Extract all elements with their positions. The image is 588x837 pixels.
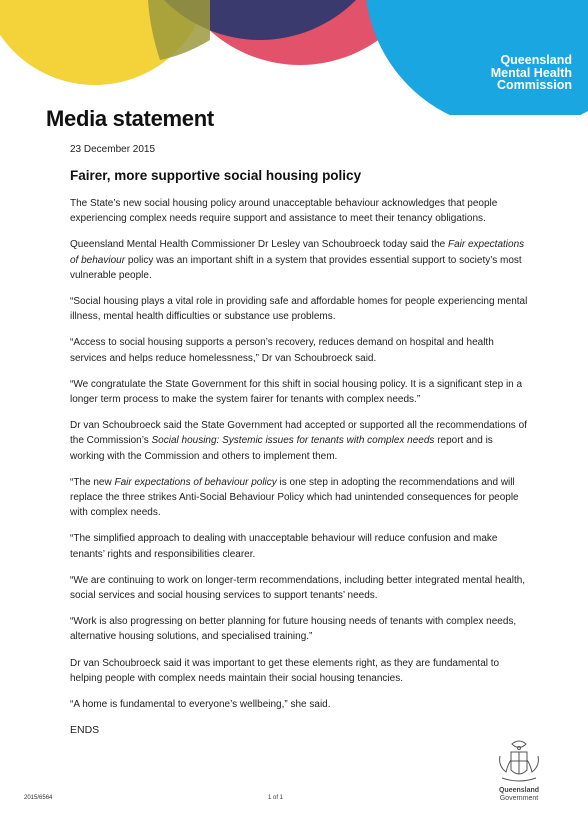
ends-marker: ENDS (70, 724, 100, 737)
logo-line-3: Commission (496, 78, 572, 92)
paragraph-8: “The simplified approach to dealing with unacceptable behaviour will reduce confusion and make tenants’ rights and responsibilities clearer. (70, 533, 498, 560)
logo-line-2: Mental Health (490, 65, 572, 80)
paragraph-2 (70, 237, 530, 283)
document-number: 2015/6564 (24, 795, 53, 801)
logo-line-1: Queensland (500, 53, 572, 67)
qmhc-logo (452, 54, 572, 92)
paragraph-6 (70, 418, 530, 464)
statement-date: 23 December 2015 (70, 144, 156, 155)
paragraph-2-text-b: policy was an important shift in a system that provides essential support to society’s most vulnerable people. (70, 254, 522, 281)
page-heading: Media statement (46, 106, 214, 131)
paragraph-1: The State’s new social housing policy around unacceptable behaviour acknowledges that people experiencing complex needs require support and assistance to meet their tenancy obligations. (70, 198, 498, 225)
paragraph-6-text-b: report and is working with the Commission and others to implement them. (70, 435, 493, 462)
paragraph-7 (70, 475, 530, 521)
paragraph-6-emphasis: Social housing: Systemic issues for tenants with complex needs (151, 435, 435, 447)
paragraph-11: Dr van Schoubroeck said it was important to get these elements right, as they are fundamental to helping people with complex needs maintain their social housing tenancies. (70, 657, 500, 684)
statement-body (70, 196, 530, 749)
paragraph-10: “Work is also progressing on better planning for future housing needs of tenants with complex needs, alternative housing solutions, and specialised training.” (70, 616, 517, 643)
paragraph-6-text-a: Dr van Schoubroeck said the State Government had accepted or supported all the recommendations of the Commission’s (70, 420, 527, 447)
paragraph-5: “We congratulate the State Government for this shift in social housing policy. It is a significant step in a longer term process to make the system fairer for tenants with complex needs.” (70, 378, 523, 406)
paragraph-7-text-b: is one step in adopting the recommendations and will replace the three strikes Anti-Social Behaviour Policy which had unintended consequences for people with complex needs. (70, 476, 519, 519)
olive-overlap (148, 0, 210, 60)
paragraph-9: “We are continuing to work on longer-term recommendations, including better integrated mental health, social services and social housing services to support tenants’ needs. (70, 574, 526, 602)
paragraph-4: “Access to social housing supports a person’s recovery, reduces demand on hospital and health services and helps reduce homelessness,” Dr van Schoubroeck said. (70, 337, 494, 364)
page-number: 1 of 1 (268, 795, 284, 801)
paragraph-12: “A home is fundamental to everyone’s wellbeing,” she said. (70, 699, 331, 711)
paragraph-2-text-a: Queensland Mental Health Commissioner Dr Lesley van Schoubroeck today said the (70, 239, 448, 251)
paragraph-3: “Social housing plays a vital role in providing safe and affordable homes for people experiencing mental illness, mental health difficulties or substance use problems. (70, 296, 528, 323)
paragraph-7-text-a: “The new (70, 476, 115, 488)
paragraph-7-emphasis: Fair expectations of behaviour policy (114, 476, 277, 488)
queensland-government-logo (494, 787, 544, 802)
gov-line-2: Government (499, 794, 539, 802)
paragraph-2-emphasis: Fair expectations of behaviour (70, 239, 525, 266)
gov-line-1: Queensland (498, 787, 540, 794)
statement-title: Fairer, more supportive social housing policy (70, 168, 362, 183)
